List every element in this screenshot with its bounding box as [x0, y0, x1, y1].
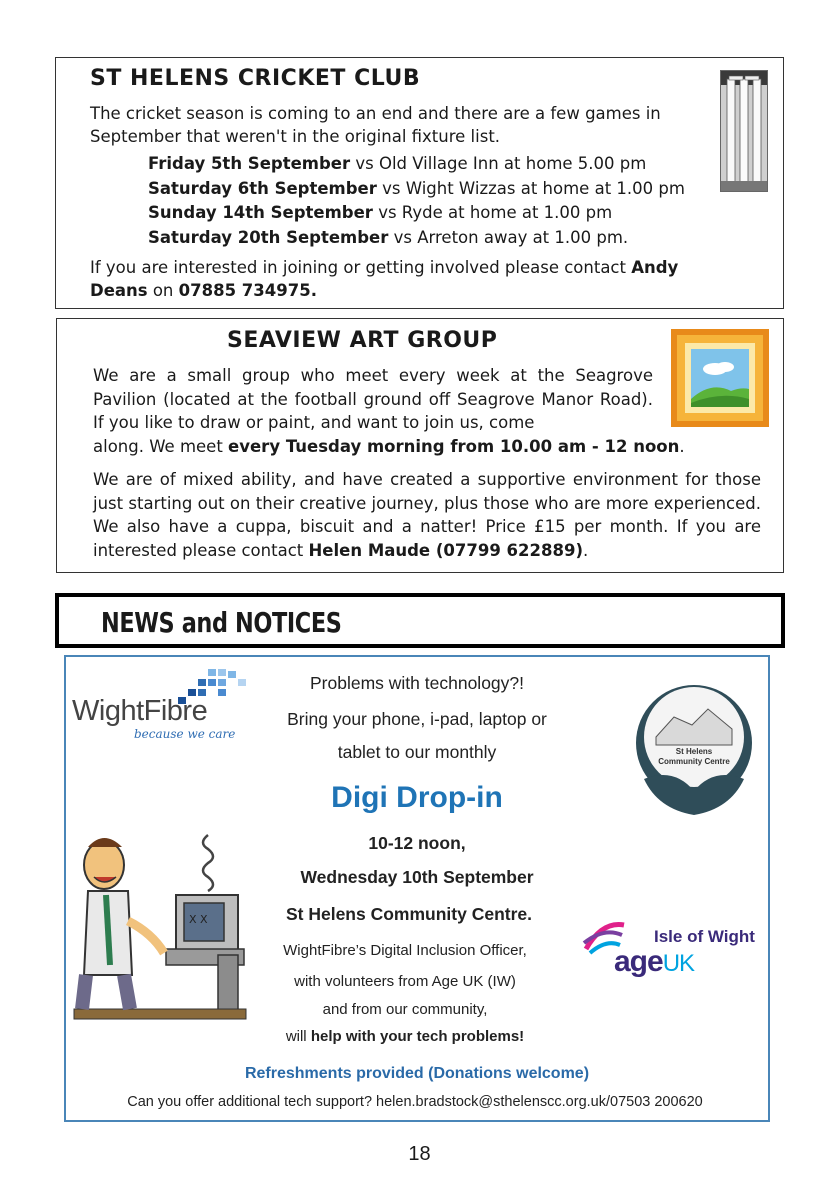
community-logo-line1: St Helens — [675, 747, 713, 756]
fixture-item: Saturday 20th September vs Arreton away at 1.00 pm. — [148, 227, 629, 247]
community-logo-line2: Community Centre — [658, 757, 730, 766]
cricket-intro: The cricket season is coming to an end and there are a few games in September that weren't in the original fixture list. — [90, 104, 661, 146]
poster-date: Wednesday 10th September — [300, 867, 534, 887]
poster-line-1: Problems with technology?! — [310, 673, 524, 693]
poster-headline: Digi Drop-in — [331, 781, 503, 814]
svg-text:X X: X X — [189, 913, 208, 926]
poster-info-3: and from our community, — [322, 1001, 488, 1018]
poster-venue: St Helens Community Centre. — [285, 904, 533, 924]
poster-line-2: Bring your phone, i-pad, laptop or — [287, 709, 547, 729]
news-header — [55, 593, 785, 648]
poster-info-1: WightFibre’s Digital Inclusion Officer, — [283, 942, 527, 959]
wightfibre-logo: WightFibre — [72, 695, 208, 727]
poster-info-4: will help with your tech problems! — [285, 1028, 525, 1045]
wightfibre-tagline: because we care — [134, 727, 236, 741]
cricket-contact: If you are interested in joining or getting involved please contact Andy Deans on 07885 734975. — [90, 258, 679, 300]
cricket-stumps-image — [720, 70, 768, 192]
poster-footer: Can you offer additional tech support? helen.bradstock@sthelenscc.org.uk/07503 200620 — [127, 1094, 703, 1110]
fixture-list — [148, 152, 685, 250]
art-meeting-time: along. We meet every Tuesday morning from 10.00 am - 12 noon. — [93, 437, 685, 456]
art-paragraph-2: We are of mixed ability, and have created a supportive environment for those just starting out on their creative journey, plus those who are more experienced. We also have a cuppa, biscuit and a natter! Price £15 per month. If you are interested please contact Helen Maude (07799 622889). — [93, 470, 761, 560]
age-uk-region: Isle of Wight — [654, 927, 755, 946]
poster-time: 10-12 noon, — [368, 833, 466, 853]
art-title: SEAVIEW ART GROUP — [227, 328, 498, 353]
age-uk-wordmark: ageUK — [614, 945, 695, 978]
page-number: 18 — [408, 1143, 431, 1165]
frustrated-user-cartoon — [68, 825, 248, 1025]
art-group-notice — [56, 318, 784, 573]
digi-drop-in-poster — [64, 655, 770, 1122]
fixture-item: Saturday 6th September vs Wight Wizzas at home at 1.00 pm — [148, 178, 685, 198]
fixture-item: Friday 5th September vs Old Village Inn at home 5.00 pm — [148, 154, 647, 173]
cricket-title: ST HELENS CRICKET CLUB — [90, 66, 421, 91]
news-title: NEWS and NOTICES — [101, 606, 342, 639]
poster-line-3: tablet to our monthly — [337, 742, 497, 762]
art-paragraph-1: We are a small group who meet every week at the Seagrove Pavilion (located at the football ground off Seagrove Manor Road). If you like to draw or paint, and want to join us, come — [93, 366, 653, 432]
picture-frame-icon — [671, 329, 769, 427]
cricket-club-notice — [55, 57, 784, 309]
poster-refreshments: Refreshments provided (Donations welcome) — [244, 1065, 590, 1082]
fixture-item: Sunday 14th September vs Ryde at home at 1.00 pm — [148, 203, 613, 222]
poster-info-2: with volunteers from Age UK (IW) — [294, 973, 516, 990]
